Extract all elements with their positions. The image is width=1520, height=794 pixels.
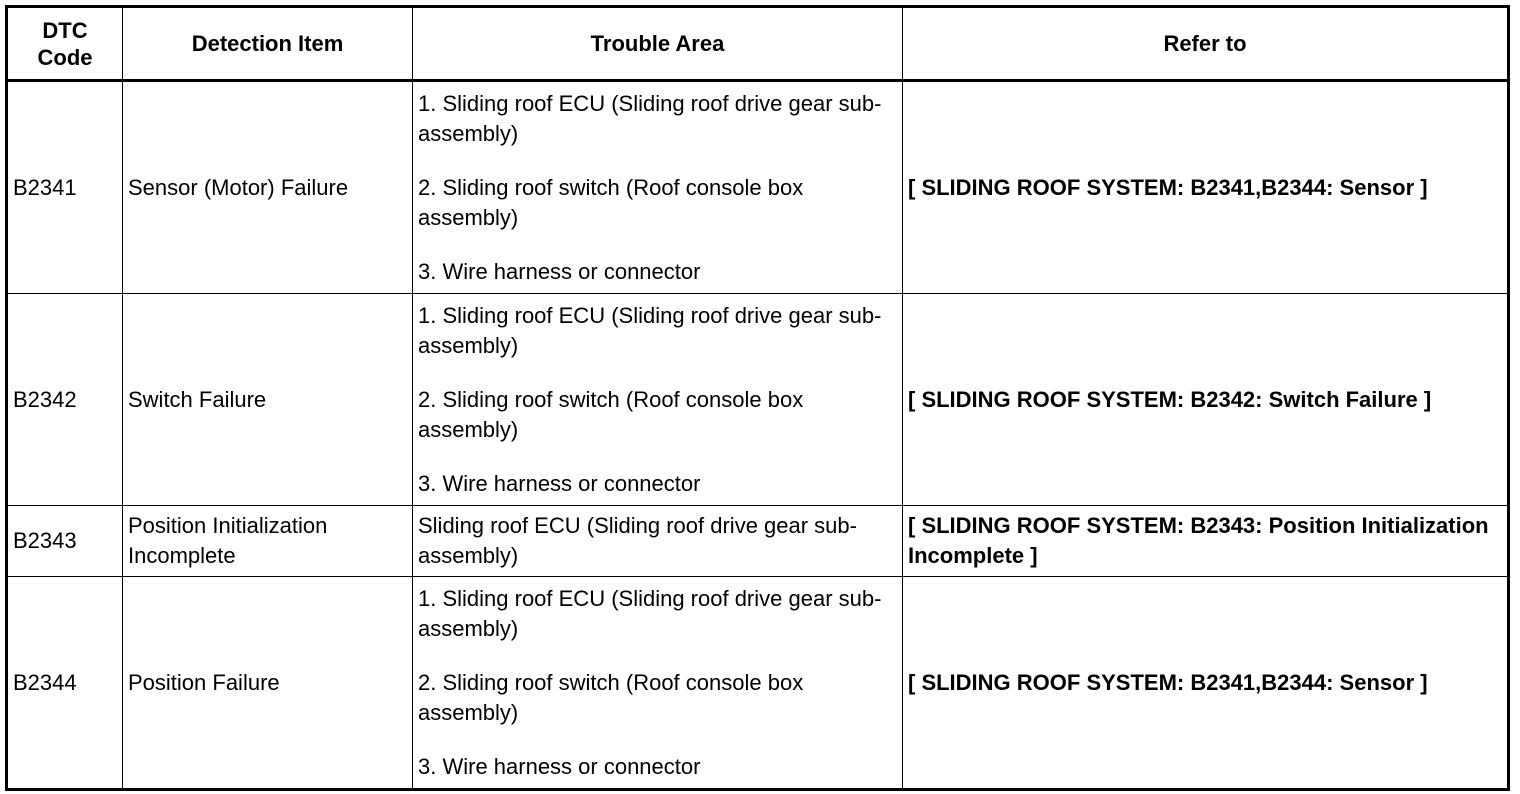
table-row [7,81,1509,294]
dtc-table [5,5,1510,791]
header-dtc-code-line2: Code [37,44,93,70]
trouble-area-item: 1. Sliding roof ECU (Sliding roof drive gear sub-assembly) [418,90,882,146]
trouble-area-item: Sliding roof ECU (Sliding roof drive gear sub-assembly) [418,513,857,568]
header-row [7,7,1509,81]
trouble-area-item: 3. Wire harness or connector [418,470,701,496]
refer-to-link[interactable]: [ SLIDING ROOF SYSTEM: B2343: Position Initialization Incomplete ] [903,506,1509,577]
table-row [7,577,1509,790]
table-row [7,294,1509,506]
refer-to-link[interactable]: [ SLIDING ROOF SYSTEM: B2342: Switch Failure ] [903,294,1509,506]
table-row [7,506,1509,577]
trouble-area-cell [413,294,903,506]
trouble-area-item: 2. Sliding roof switch (Roof console box assembly) [418,386,804,442]
trouble-area-item: 3. Wire harness or connector [418,753,701,779]
dtc-code-cell: B2342 [7,294,123,506]
trouble-area-item: 2. Sliding roof switch (Roof console box assembly) [418,174,804,230]
header-trouble-area: Trouble Area [413,7,903,81]
detection-item-cell: Position Initialization Incomplete [123,506,413,577]
header-refer-to: Refer to [903,7,1509,81]
detection-item-cell: Switch Failure [123,294,413,506]
detection-item-cell: Position Failure [123,577,413,790]
trouble-area-item: 1. Sliding roof ECU (Sliding roof drive gear sub-assembly) [418,302,882,358]
dtc-code-cell: B2343 [7,506,123,577]
header-detection-item: Detection Item [123,7,413,81]
dtc-code-cell: B2344 [7,577,123,790]
trouble-area-cell [413,81,903,294]
trouble-area-item: 3. Wire harness or connector [418,258,701,284]
refer-to-link[interactable]: [ SLIDING ROOF SYSTEM: B2341,B2344: Sensor ] [903,577,1509,790]
trouble-area-item: 2. Sliding roof switch (Roof console box assembly) [418,669,804,725]
detection-item-cell: Sensor (Motor) Failure [123,81,413,294]
trouble-area-cell [413,577,903,790]
trouble-area-item: 1. Sliding roof ECU (Sliding roof drive gear sub-assembly) [418,585,882,641]
table-body [7,81,1509,790]
table-header [7,7,1509,81]
header-dtc-code-line1: DTC [42,17,88,43]
refer-to-link[interactable]: [ SLIDING ROOF SYSTEM: B2341,B2344: Sensor ] [903,81,1509,294]
dtc-code-cell: B2341 [7,81,123,294]
trouble-area-cell [413,506,903,577]
header-dtc-code [7,7,123,81]
